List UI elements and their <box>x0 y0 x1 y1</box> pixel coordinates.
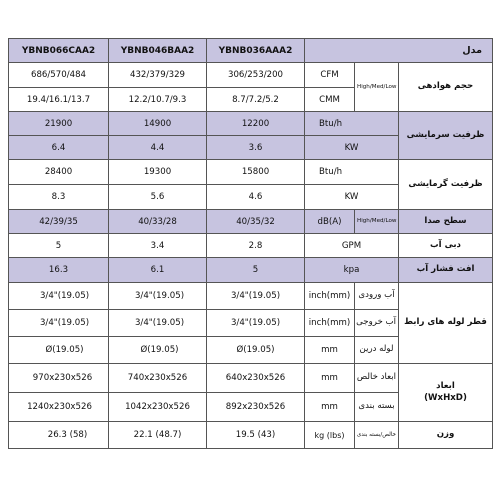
dimensions-unit: (WxHxD) <box>424 392 467 403</box>
unit-label: KW <box>305 185 399 210</box>
unit-label: mm <box>305 337 355 364</box>
cell: 6.4 <box>9 136 109 160</box>
sub-label: خالص/بسته بندی <box>355 422 399 449</box>
unit-label: inch(mm) <box>305 310 355 337</box>
sub-label: ابعاد خالص <box>355 364 399 393</box>
cell: 4.6 <box>207 185 305 210</box>
cell: 28400 <box>9 160 109 185</box>
sub-label: آب ورودی <box>355 283 399 310</box>
cell: 19.4/16.1/13.7 <box>9 88 109 112</box>
dimensions-title: ابعاد <box>436 381 455 392</box>
cell: Ø(19.05) <box>109 337 207 364</box>
sub-label: بسته بندی <box>355 393 399 422</box>
category-cooling: ظرفیت سرمایشی <box>399 112 493 160</box>
cell: 19.5 (43) <box>207 422 305 449</box>
category-air-volume: حجم هوادهی <box>399 63 493 112</box>
model-col-3: YBNB036AAA2 <box>207 39 305 63</box>
row-air-cfm <box>9 63 493 88</box>
cell: 40/35/32 <box>207 210 305 234</box>
sub-label: لوله درین <box>355 337 399 364</box>
category-weight: وزن <box>399 422 493 449</box>
category-heating: ظرفیت گرمایشی <box>399 160 493 210</box>
cell: 8.7/7.2/5.2 <box>207 88 305 112</box>
unit-label: kg (lbs) <box>305 422 355 449</box>
cell: 3/4"(19.05) <box>9 310 109 337</box>
cell: 1240x230x526 <box>9 393 109 422</box>
cell: 42/39/35 <box>9 210 109 234</box>
cell: 3/4"(19.05) <box>207 310 305 337</box>
header-row <box>9 39 493 63</box>
unit-label: mm <box>305 364 355 393</box>
unit-label: KW <box>305 136 399 160</box>
cell: 12200 <box>207 112 305 136</box>
cell: 4.4 <box>109 136 207 160</box>
cell: 3.6 <box>207 136 305 160</box>
cell: Ø(19.05) <box>207 337 305 364</box>
cell: 16.3 <box>9 258 109 283</box>
cell: 306/253/200 <box>207 63 305 88</box>
cell: 970x230x526 <box>9 364 109 393</box>
row-pipe-in <box>9 283 493 310</box>
row-noise <box>9 210 493 234</box>
cell: 26.3 (58) <box>9 422 109 449</box>
row-heat-btu <box>9 160 493 185</box>
row-dim-net <box>9 364 493 393</box>
category-noise: سطح صدا <box>399 210 493 234</box>
cell: Ø(19.05) <box>9 337 109 364</box>
cell: 5.6 <box>109 185 207 210</box>
model-label: مدل <box>305 39 493 63</box>
speed-label: High/Med/Low <box>355 210 399 234</box>
cell: 14900 <box>109 112 207 136</box>
cell: 3/4"(19.05) <box>9 283 109 310</box>
unit-label: Btu/h <box>305 160 399 185</box>
cell: 3/4"(19.05) <box>207 283 305 310</box>
cell: 1042x230x526 <box>109 393 207 422</box>
cell: 15800 <box>207 160 305 185</box>
speed-label: High/Med/Low <box>355 63 399 112</box>
row-weight <box>9 422 493 449</box>
unit-label: GPM <box>305 234 399 258</box>
cell: 3.4 <box>109 234 207 258</box>
cell: 740x230x526 <box>109 364 207 393</box>
category-dimensions <box>399 364 493 422</box>
unit-label: CFM <box>305 63 355 88</box>
cell: 432/379/329 <box>109 63 207 88</box>
cell: 12.2/10.7/9.3 <box>109 88 207 112</box>
model-col-2: YBNB046BAA2 <box>109 39 207 63</box>
category-water-flow: دبی آب <box>399 234 493 258</box>
row-pressure-drop <box>9 258 493 283</box>
model-col-1: YBNB066CAA2 <box>9 39 109 63</box>
category-pipes: قطر لوله های رابط <box>399 283 493 364</box>
cell: 686/570/484 <box>9 63 109 88</box>
cell: 6.1 <box>109 258 207 283</box>
cell: 3/4"(19.05) <box>109 310 207 337</box>
unit-label: CMM <box>305 88 355 112</box>
cell: 2.8 <box>207 234 305 258</box>
cell: 8.3 <box>9 185 109 210</box>
unit-label: dB(A) <box>305 210 355 234</box>
cell: 40/33/28 <box>109 210 207 234</box>
spec-table <box>8 38 493 449</box>
cell: 19300 <box>109 160 207 185</box>
sub-label: آب خروجی <box>355 310 399 337</box>
category-pressure-drop: افت فشار آب <box>399 258 493 283</box>
cell: 5 <box>9 234 109 258</box>
unit-label: kpa <box>305 258 399 283</box>
row-cool-btu <box>9 112 493 136</box>
cell: 5 <box>207 258 305 283</box>
unit-label: Btu/h <box>305 112 399 136</box>
unit-label: mm <box>305 393 355 422</box>
cell: 3/4"(19.05) <box>109 283 207 310</box>
unit-label: inch(mm) <box>305 283 355 310</box>
cell: 21900 <box>9 112 109 136</box>
cell: 892x230x526 <box>207 393 305 422</box>
cell: 22.1 (48.7) <box>109 422 207 449</box>
cell: 640x230x526 <box>207 364 305 393</box>
row-water-flow <box>9 234 493 258</box>
